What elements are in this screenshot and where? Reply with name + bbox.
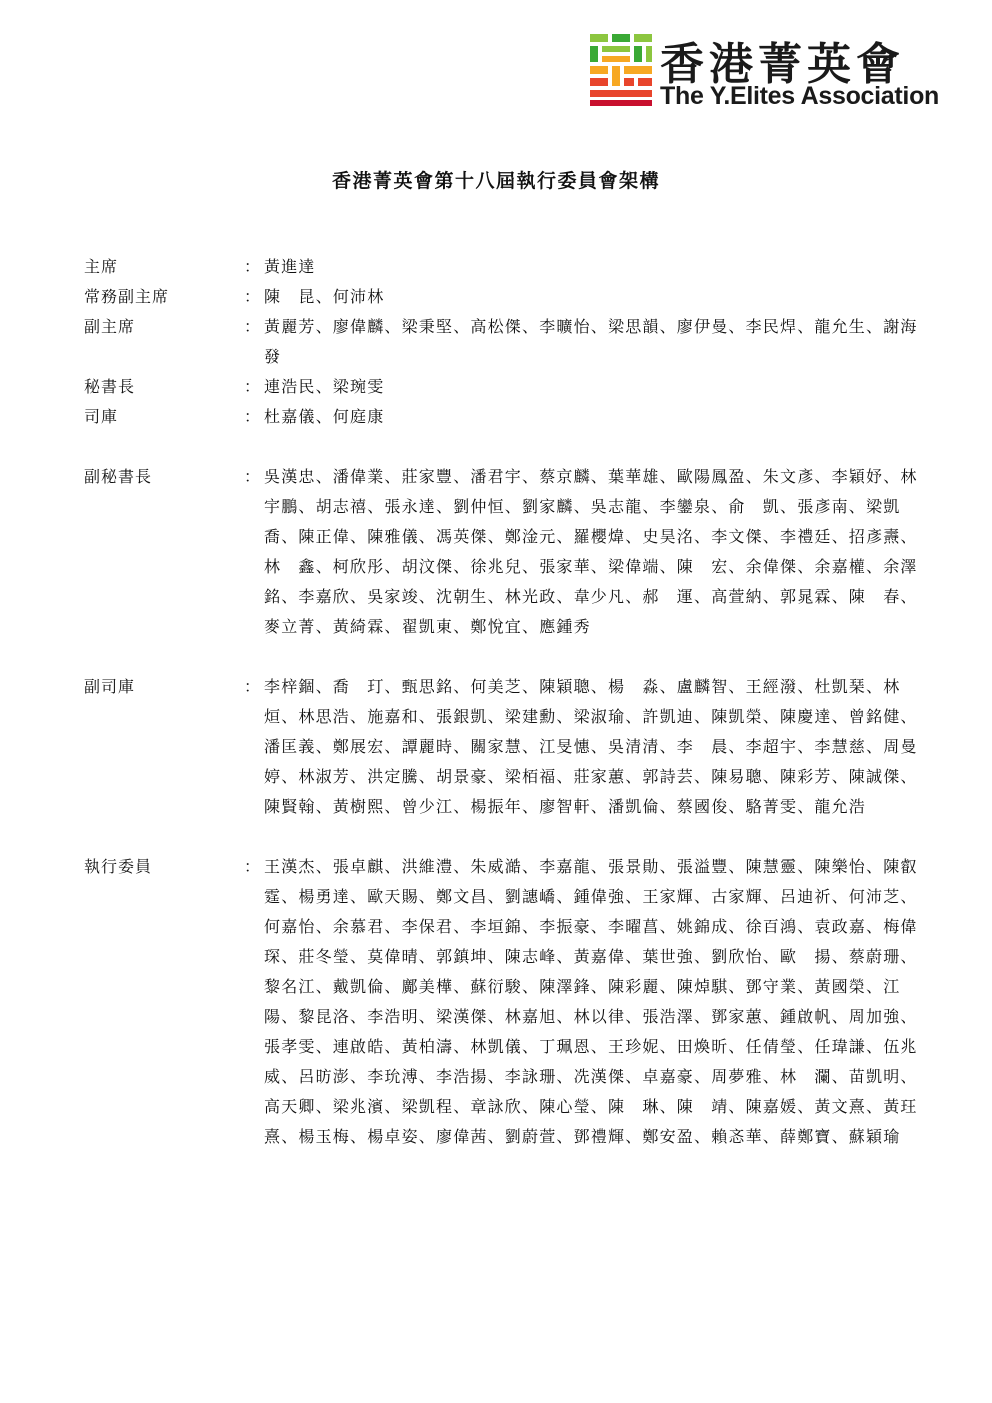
logo-chinese-name: 香港菁英會 — [660, 39, 905, 90]
member-names: 黃麗芳、廖偉麟、梁秉堅、高松傑、李曠怡、梁思韻、廖伊曼、李民焊、龍允生、謝海發 — [264, 317, 918, 366]
roster-entry-secretary-general — [84, 372, 964, 402]
roster-entry-executive-vice-chairman — [84, 282, 964, 312]
member-names: 李梓錮、喬 玎、甄思銘、何美芝、陳穎聰、楊 淼、盧麟智、王經潑、杜凱琹、林 烜、林思浩、施嘉和、張銀凱、梁建勳、梁淑瑜、許凱迪、陳凱榮、陳慶達、曾銘健、潘匡義、鄭展宏、譚麗時、關家慧、江旻憓、吳清清、李 晨、李超宇、李慧慈、周曼婷、林淑芳、洪定騰、胡景豪、梁栢福、莊家蕙、郭詩芸、陳易聰、陳彩芳、陳誠傑、陳賢翰、黃樹熙、曾少江、楊振年、廖智軒、潘凱倫、蔡國俊、駱菁雯、龍允浩 — [264, 677, 918, 816]
document-title: 香港菁英會第十八屆執行委員會架構 — [331, 170, 660, 192]
roster-entry-vice-chairman — [84, 312, 964, 372]
member-names: 杜嘉儀、何庭康 — [264, 407, 385, 426]
logo-emblem-icon — [588, 32, 654, 108]
roster-entry-chairman — [84, 252, 964, 282]
association-logo — [588, 26, 938, 114]
colon: ： — [244, 467, 261, 486]
roster-entry-deputy-secretary-general — [84, 462, 964, 642]
role-label: 司庫 — [84, 407, 119, 426]
roster-entry-executive-committee-members — [84, 852, 964, 1152]
member-names: 連浩民、梁琬雯 — [264, 377, 385, 396]
role-label: 副主席 — [84, 317, 136, 336]
role-label: 執行委員 — [84, 857, 153, 876]
colon: ： — [244, 407, 261, 426]
roster-entry-deputy-treasurer — [84, 672, 964, 822]
role-label: 秘書長 — [84, 377, 136, 396]
colon: ： — [244, 317, 261, 336]
role-label: 副秘書長 — [84, 467, 153, 486]
role-label: 常務副主席 — [84, 287, 170, 306]
colon: ： — [244, 677, 261, 696]
colon: ： — [244, 377, 261, 396]
member-names: 王漢杰、張卓麒、洪維澧、朱威澔、李嘉龍、張景勛、張溢豐、陳慧靈、陳樂怡、陳叡霆、楊勇達、歐天賜、鄭文昌、劉譓嶠、鍾偉強、王家輝、古家輝、呂迪祈、何沛芝、何嘉怡、余慕君、李保君、李垣錦、李振豪、李曜菖、姚錦成、徐百鴻、袁政嘉、梅偉琛、莊冬瑩、莫偉晴、郭鎮坤、陳志峰、黃嘉偉、葉世強、劉欣怡、歐 揚、蔡蔚珊、黎名江、戴凱倫、鄺美樺、蘇衍駿、陳澤鋒、陳彩麗、陳焯騏、鄧守業、黃國榮、江 陽、黎昆洛、李浩明、梁漢傑、林嘉旭、林以律、張浩澤、鄧家蕙、鍾啟帆、周加強、張孝雯、連啟皓、黃柏濤、林凱儀、丁珮恩、王珍妮、田煥昕、任倩瑩、任瑋謙、伍兆威、呂昉澎、李玧溥、李浩揚、李詠珊、冼漢傑、卓嘉豪、周夢雅、林 瀾、苗凱明、高天卿、梁兆濱、梁凱程、章詠欣、陳心瑩、陳 琳、陳 靖、陳嘉媛、黃文熹、黃玨熹、楊玉梅、楊卓姿、廖偉茜、劉蔚萱、鄧禮輝、鄭安盈、賴忞華、薛鄭寶、蘇穎瑜 — [264, 857, 918, 1146]
colon: ： — [244, 257, 261, 276]
logo-english-name: The Y.Elites Association — [660, 82, 940, 110]
member-names: 黃進達 — [264, 257, 316, 276]
role-label: 主席 — [84, 257, 119, 276]
colon: ： — [244, 857, 261, 876]
role-label: 副司庫 — [84, 677, 136, 696]
member-names: 吳漢忠、潘偉業、莊家豐、潘君宇、蔡京麟、葉華雄、歐陽鳳盈、朱文彥、李穎妤、林宇鵬、胡志禧、張永達、劉仲恒、劉家麟、吳志龍、李鑾泉、俞 凱、張彥南、梁凱喬、陳正偉、陳雅儀、馮英傑、鄭淦元、羅櫻煒、史昊洺、李文傑、李禮廷、招彥燾、林 鑫、柯欣彤、胡汶傑、徐兆兒、張家華、梁偉端、陳 宏、余偉傑、余嘉權、余澤銘、李嘉欣、吳家竣、沈朝生、林光政、韋少凡、郝 運、高萱納、郭晁霖、陳 春、麥立菁、黃綺霖、翟凱東、鄭悅宜、應鍾秀 — [264, 467, 918, 636]
committee-roster — [84, 252, 964, 1152]
roster-entry-treasurer — [84, 402, 964, 432]
member-names: 陳 昆、何沛林 — [264, 287, 385, 306]
colon: ： — [244, 287, 261, 306]
